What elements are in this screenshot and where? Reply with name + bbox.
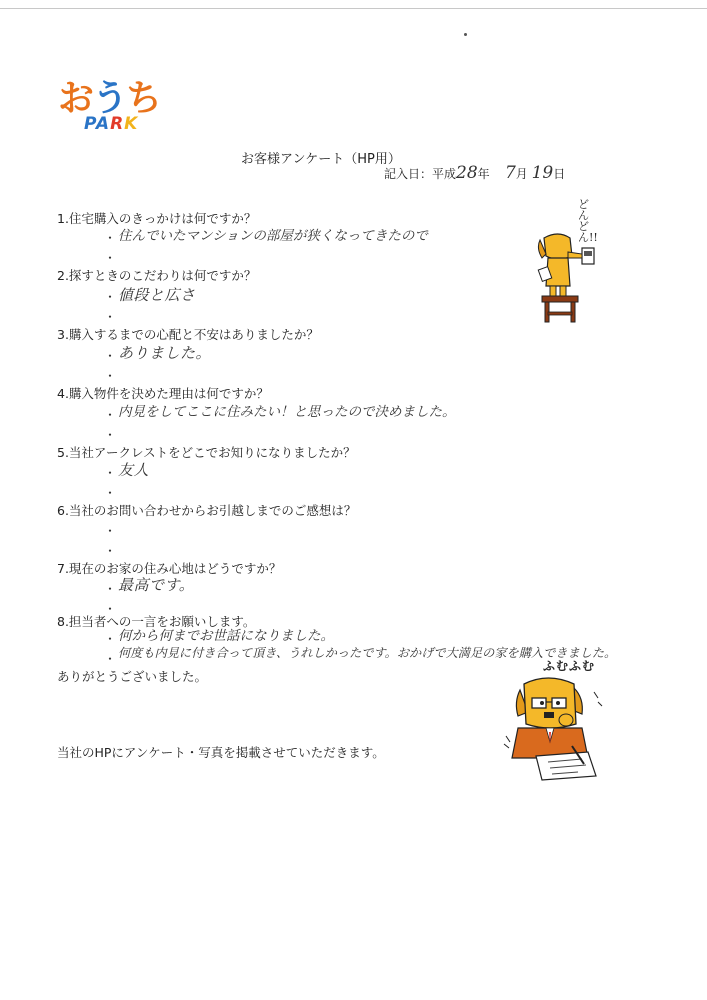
answer-7-1: 最高です。 <box>118 576 195 594</box>
scan-edge-line <box>0 8 707 9</box>
question-6: 6.当社のお問い合わせからお引越しまでのご感想は？ <box>57 503 357 518</box>
bullet: ・ <box>104 310 117 324</box>
bullet: ・ <box>104 544 117 558</box>
bullet: ・ <box>104 524 117 538</box>
publication-notice: 当社のHPにアンケート・写真を掲載させていただきます。 <box>57 745 385 760</box>
question-8: 8.担当者への一言をお願いします。 <box>57 614 256 629</box>
answer-5-1: 友人 <box>118 461 150 479</box>
bullet: ・ <box>104 231 117 245</box>
bullet: ・ <box>104 652 117 666</box>
date-month-unit: 月 <box>515 167 528 181</box>
date-year-unit: 年 <box>477 167 490 181</box>
entry-date <box>384 163 565 183</box>
thanks-text: ありがとうございました。 <box>57 669 208 684</box>
bullet: ・ <box>104 408 117 422</box>
question-2: 2.探すときのこだわりは何ですか？ <box>57 268 257 283</box>
bullet: ・ <box>104 428 117 442</box>
answer-8-1: 何から何までお世話になりました。 <box>118 628 334 644</box>
logo-park <box>84 114 138 134</box>
logo-park-pa: PA <box>84 114 111 134</box>
logo-park-k: K <box>124 114 139 134</box>
bullet: ・ <box>104 466 117 480</box>
bullet: ・ <box>104 632 117 646</box>
date-day: 19 <box>531 163 554 183</box>
question-5: 5.当社アークレストをどこでお知りになりましたか？ <box>57 445 356 460</box>
date-year: 28 <box>456 163 478 183</box>
date-month: 7 <box>504 163 516 183</box>
answer-2-1: 値段と広さ <box>118 286 196 304</box>
dondon-text: どんどん!! <box>578 198 598 244</box>
bullet: ・ <box>104 486 117 500</box>
question-7: 7.現在のお家の住み心地はどうですか？ <box>57 561 282 576</box>
page-title: お客様アンケート（HP用） <box>241 152 401 167</box>
bullet: ・ <box>104 602 117 616</box>
dog-writing-illustration <box>502 672 612 782</box>
bullet: ・ <box>104 582 117 596</box>
question-1: 1.住宅購入のきっかけは何ですか？ <box>57 211 257 226</box>
logo-park-r: R <box>110 114 125 134</box>
date-day-unit: 日 <box>553 167 566 181</box>
scan-speck <box>464 33 467 36</box>
answer-4-1: 内見をしてここに住みたい！と思ったので決めました。 <box>118 404 456 420</box>
bullet: ・ <box>104 290 117 304</box>
answer-3-1: ありました。 <box>118 344 212 362</box>
answer-8-2: 何度も内見に付き合って頂き、うれしかったです。おかげで大満足の家を購入できました。 <box>118 646 617 660</box>
logo-char-chi: ち <box>126 78 161 119</box>
bullet: ・ <box>104 349 117 363</box>
question-3: 3.購入するまでの心配と不安はありましたか？ <box>57 327 319 342</box>
bullet: ・ <box>104 251 117 265</box>
logo-char-o: お <box>58 78 93 119</box>
date-label: 記入日：平成 <box>384 167 457 181</box>
answer-1-1: 住んでいたマンションの部屋が狭くなってきたので <box>118 228 428 244</box>
ouchi-park-logo <box>58 70 168 142</box>
bullet: ・ <box>104 369 117 383</box>
dog-knocking-illustration <box>528 228 608 326</box>
question-4: 4.購入物件を決めた理由は何ですか？ <box>57 386 269 401</box>
fumufumu-text: ふむふむ <box>543 659 596 673</box>
logo-char-u: う <box>92 78 127 119</box>
